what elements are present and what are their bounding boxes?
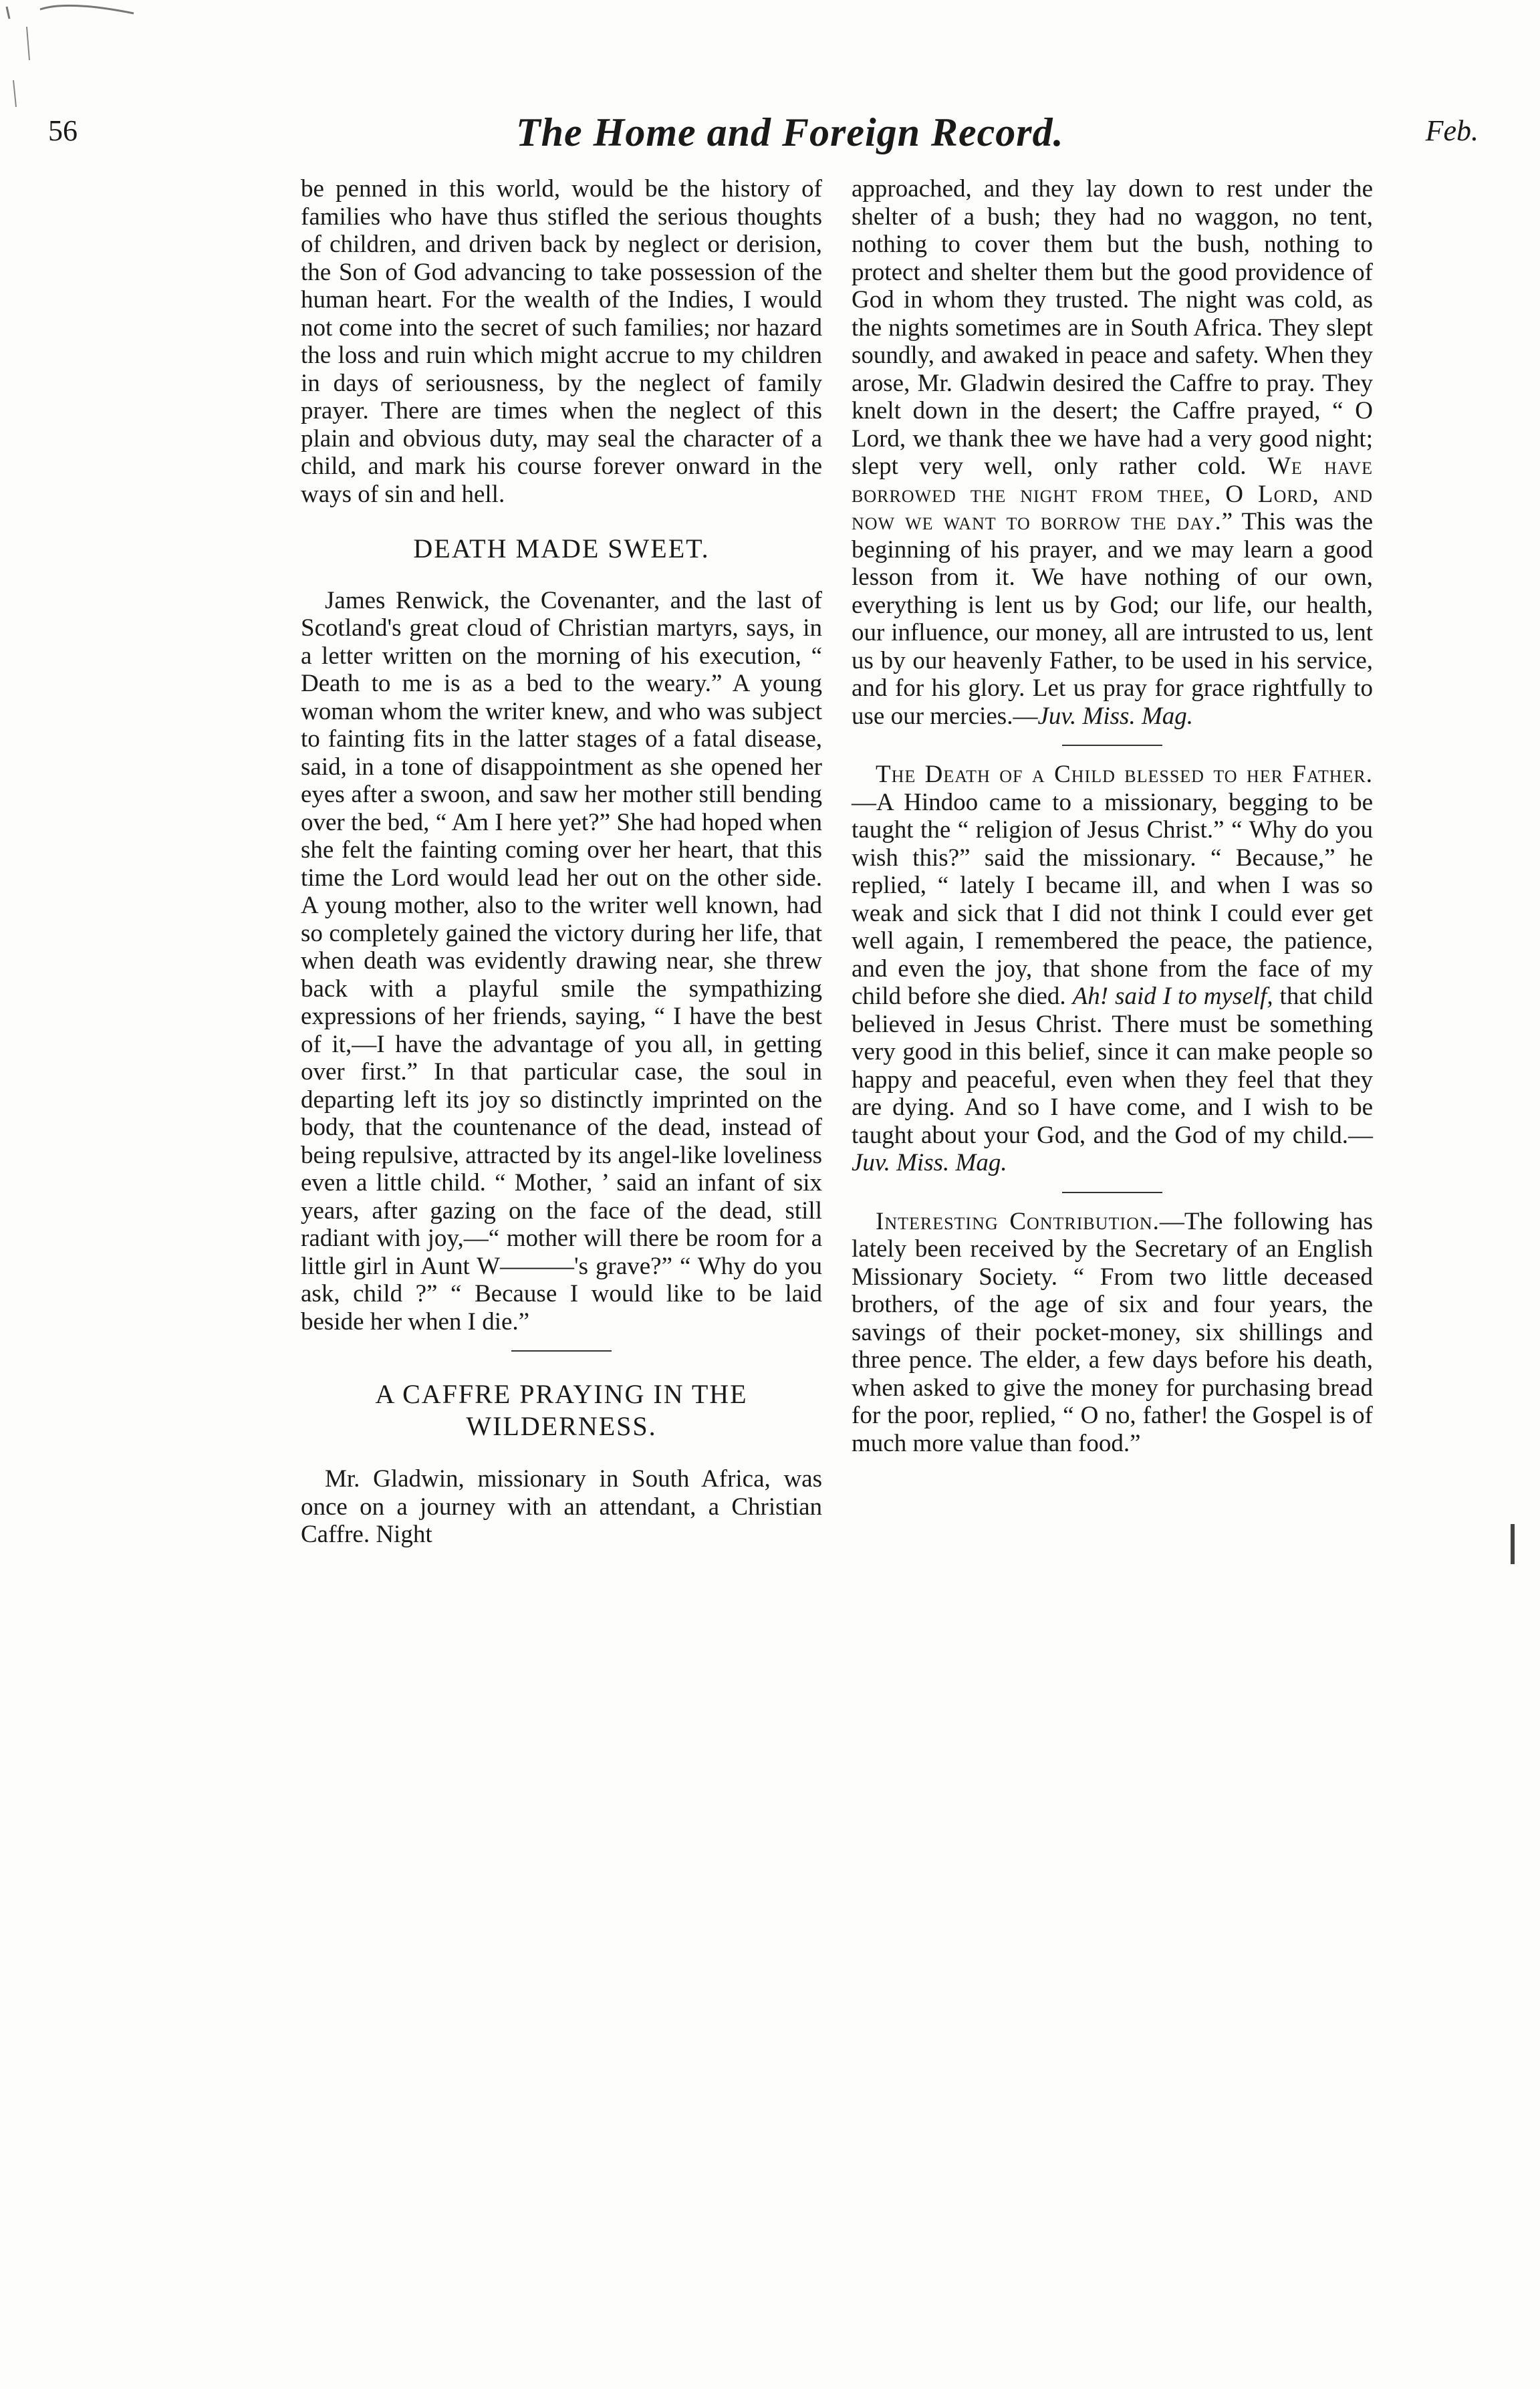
caffre-paragraph-start: Mr. Gladwin, missionary in South Africa, was once on a journey with an attendant, a Christian Caffre. Night: [301, 1465, 822, 1548]
death-of-child-source: Juv. Miss. Mag.: [852, 1149, 1007, 1176]
death-of-child-text-2: that child believed in Jesus Christ. There must be something very good in this belief, since it can make people so happy and peaceful, even when they feel that they are dying. And so I have come, and I wish to be taught about your God, and the God of my child.—: [852, 983, 1374, 1149]
interesting-contribution-title: Interesting Contribution.: [876, 1207, 1160, 1235]
left-column: [301, 175, 822, 1549]
issue-month: Feb.: [1425, 114, 1479, 147]
death-of-child-paragraph: [852, 761, 1373, 1177]
margin-pencil-marks: [0, 0, 167, 120]
divider-rule: [1062, 745, 1162, 746]
caffre-text-part-2: ” This was the beginning of his prayer, and we may learn a good lesson from it. We have nothing of our own, everything is lent us by God; our life, our health, our influence, our money, all are intrusted to us, lent us by our heavenly Father, to be used in his service, and for his glory. Let us pray for grace rightfully to use our mercies.—: [852, 508, 1374, 730]
caffre-paragraph-continued: [852, 175, 1373, 730]
margin-mark: [1511, 1524, 1515, 1564]
death-of-child-title: The Death of a Child blessed to her Father.: [876, 761, 1373, 788]
caffre-source: Juv. Miss. Mag.: [1037, 702, 1194, 730]
interesting-contribution-paragraph: [852, 1208, 1373, 1458]
interesting-contribution-text: —The following has lately been received by the Secretary of an English Missionary Society. “ From two little deceased brothers, of the age of six and four years, the savings of their pocket-money, six shillings and three pence. The elder, a few days before his death, when asked to give the money for purchasing bread for the poor, replied, “ O no, father! the Gospel is of much more value than food.”: [852, 1207, 1373, 1457]
death-made-sweet-paragraph: James Renwick, the Covenanter, and the last of Scotland's great cloud of Christian martyrs, says, in a letter written on the morning of his execution, “ Death to me is as a bed to the weary.” A young woman whom the writer knew, and who was subject to fainting fits in the latter stages of a fatal disease, said, in a tone of disappointment as she opened her eyes after a swoon, and saw her mother still bending over the bed, “ Am I here yet?” She had hoped when she felt the fainting coming over her heart, that this time the Lord would lead her out on the other side. A young mother, also to the writer well known, had so completely gained the victory during her life, that when death was evidently drawing near, she threw back with a playful smile the sympathizing expressions of her friends, saying, “ I have the best of it,—I have the advantage of you all, in getting over first.” In that particular case, the soul in departing left its joy so distinctly imprinted on the body, that the countenance of the dead, instead of being repulsive, attracted by its angel-like loveliness even a little child. “ Mother, ’ said an infant of six years, after gazing on the face of the dead, still radiant with joy,—“ mother will there be room for a little girl in Aunt W———'s grave?” “ Why do you ask, child ?” “ Because I would like to be laid beside her when I die.”: [301, 586, 822, 1336]
continuation-paragraph: be penned in this world, would be the history of families who have thus stifled the serious thoughts of children, and driven back by neglect or derision, the Son of God advancing to take possession of the human heart. For the wealth of the Indies, I would not come into the secret of such families; nor hazard the loss and ruin which might accrue to my children in days of seriousness, by the neglect of family prayer. There are times when the neglect of this plain and obvious duty, may seal the character of a child, and mark his course forever onward in the ways of sin and hell.: [301, 175, 822, 508]
caffre-text-part-1: approached, and they lay down to rest under the shelter of a bush; they had no waggon, no tent, nothing to cover them but the bush, nothing to protect and shelter them but the good providence of God in whom they trusted. The night was cold, as the nights sometimes are in South Africa. They slept soundly, and awaked in peace and safety. When they arose, Mr. Gladwin desired the Caffre to pray. They knelt down in the desert; the Caffre prayed, “ O Lord, we thank thee we have had a very good night; slept very well, only rather cold.: [852, 175, 1373, 480]
divider-rule: [511, 1350, 612, 1352]
journal-title: The Home and Foreign Record.: [516, 110, 1064, 154]
section-heading-caffre-praying: A CAFFRE PRAYING IN THE WILDERNESS.: [375, 1379, 748, 1441]
right-column: [852, 175, 1373, 1457]
divider-rule: [1062, 1192, 1162, 1193]
section-heading-death-made-sweet: DEATH MADE SWEET.: [413, 533, 710, 563]
page-header: [48, 110, 1479, 167]
page-number: 56: [48, 114, 78, 147]
death-of-child-text-1: —A Hindoo came to a missionary, begging to be taught the “ religion of Jesus Christ.” “ Why do you wish this?” said the missionary. “ Because,” he replied, “ lately I became ill, and when I was so weak and sick that I did not think I could ever get well again, I remembered the peace, the patience, and even the joy, that shone from the face of my child before she died.: [852, 788, 1373, 1010]
caffre-prayer-small-caps: We have borrowed the night from thee, O Lord, and now we want to borrow the day.: [852, 453, 1373, 535]
death-of-child-italic: Ah! said I to myself,: [1072, 983, 1273, 1010]
